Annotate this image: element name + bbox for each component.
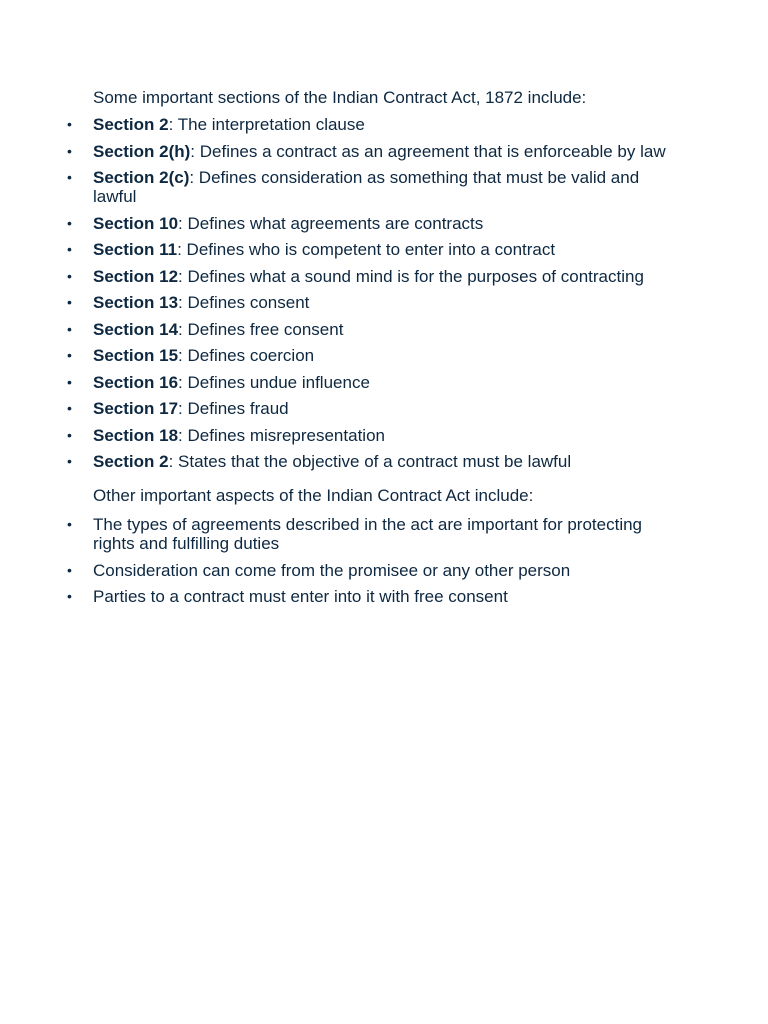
- list-item: [0, 561, 683, 580]
- section-text: : Defines misrepresentation: [178, 425, 385, 445]
- list-item: [0, 346, 683, 365]
- section-text: : Defines undue influence: [178, 372, 370, 392]
- bullet-icon: •: [67, 169, 72, 185]
- bullet-icon: •: [67, 347, 72, 363]
- aspect-text: The types of agreements described in the act are important for protecting rights and fulfilling duties: [93, 515, 643, 553]
- section-text: : Defines free consent: [178, 319, 344, 339]
- bullet-icon: •: [67, 516, 72, 532]
- aspect-text: Parties to a contract must enter into it with free consent: [93, 587, 508, 606]
- list-item: [0, 373, 683, 392]
- bullet-icon: •: [67, 294, 72, 310]
- section-text: : Defines who is competent to enter into a contract: [177, 240, 556, 259]
- section-label: Section 17: [93, 399, 179, 418]
- list-item: [0, 320, 683, 339]
- section-label: Section 2: [93, 452, 169, 471]
- section-label: Section 18: [93, 425, 179, 445]
- section-label: Section 2(h): [93, 141, 191, 161]
- section-label: Section 2: [93, 115, 169, 134]
- list-item: [0, 452, 683, 471]
- section-text: : Defines what a sound mind is for the purposes of contracting: [178, 266, 644, 286]
- list-item: [0, 399, 683, 418]
- list-item: [0, 293, 683, 312]
- bullet-icon: •: [67, 267, 72, 284]
- bullet-icon: •: [67, 116, 72, 132]
- section-text: : Defines consideration as something that must be valid and lawful: [93, 168, 640, 206]
- section-text: : Defines consent: [178, 293, 310, 312]
- list-item: [0, 240, 683, 259]
- list-item: [0, 426, 683, 445]
- intro-paragraph: Some important sections of the Indian Contract Act, 1872 include:: [93, 88, 587, 107]
- section-label: Section 16: [93, 372, 179, 392]
- section-label: Section 10: [93, 213, 179, 233]
- outro-paragraph: Other important aspects of the Indian Contract Act include:: [93, 486, 534, 505]
- section-text: : States that the objective of a contract must be lawful: [168, 452, 572, 471]
- section-text: : Defines fraud: [178, 399, 289, 418]
- section-label: Section 13: [93, 293, 179, 312]
- section-label: Section 14: [93, 319, 179, 339]
- section-label: Section 15: [93, 346, 179, 365]
- list-item: [0, 214, 683, 233]
- list-item: [0, 267, 683, 286]
- section-label: Section 12: [93, 266, 179, 286]
- bullet-icon: •: [67, 561, 72, 578]
- bullet-icon: •: [67, 320, 72, 337]
- aspects-list: [0, 515, 768, 614]
- bullet-icon: •: [67, 142, 72, 159]
- list-item: [0, 515, 683, 553]
- bullet-icon: •: [67, 588, 72, 604]
- section-text: : Defines a contract as an agreement that is enforceable by law: [190, 141, 666, 161]
- list-item: [0, 142, 683, 161]
- bullet-icon: •: [67, 400, 72, 416]
- bullet-icon: •: [67, 453, 72, 469]
- section-label: Section 2(c): [93, 168, 190, 187]
- bullet-icon: •: [67, 214, 72, 231]
- list-item: [0, 168, 683, 206]
- section-label: Section 11: [93, 240, 178, 259]
- section-text: : The interpretation clause: [168, 115, 365, 134]
- bullet-icon: •: [67, 426, 72, 443]
- list-item: [0, 587, 683, 606]
- section-text: : Defines coercion: [178, 346, 315, 365]
- bullet-icon: •: [67, 373, 72, 390]
- list-item: [0, 115, 683, 134]
- section-text: : Defines what agreements are contracts: [178, 213, 484, 233]
- bullet-icon: •: [67, 241, 72, 257]
- sections-list: [0, 115, 768, 479]
- aspect-text: Consideration can come from the promisee or any other person: [93, 560, 571, 580]
